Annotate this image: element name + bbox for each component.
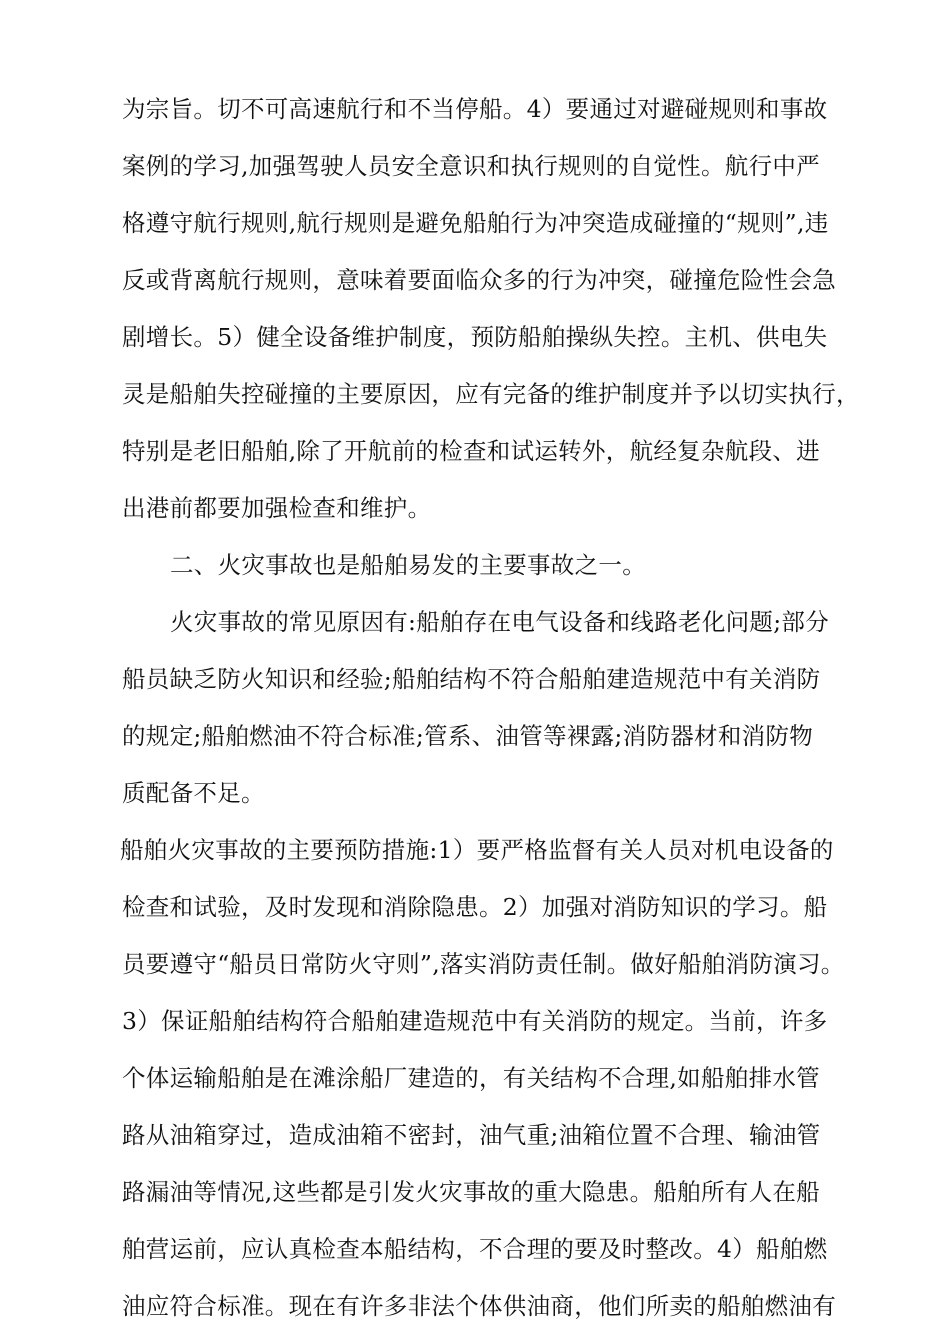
text-line: 为宗旨。切不可高速航行和不当停船。4）要通过对避碰规则和事故: [122, 95, 828, 123]
section-heading: 二、火灾事故也是船舶易发的主要事故之一。: [170, 551, 646, 579]
paragraph-first-line: 火灾事故的常见原因有:船舶存在电气设备和线路老化问题;部分: [170, 608, 830, 636]
text-line: 案例的学习,加强驾驶人员安全意识和执行规则的自觉性。航行中严: [122, 152, 820, 180]
text-line: 船员缺乏防火知识和经验;船舶结构不符合船舶建造规范中有关消防: [122, 665, 821, 693]
text-line: 员要遵守“船员日常防火守则”,落实消防责任制。做好船舶消防演习。: [122, 950, 845, 978]
text-line: 的规定;船舶燃油不符合标准;管系、油管等裸露;消防器材和消防物: [122, 722, 814, 750]
text-line: 反或背离航行规则，意味着要面临众多的行为冲突，碰撞危险性会急: [122, 266, 836, 294]
text-line: 特别是老旧船舶,除了开航前的检查和试运转外，航经复杂航段、进: [122, 437, 820, 465]
text-line: 质配备不足。: [122, 779, 265, 807]
text-line: 路漏油等情况,这些都是引发火灾事故的重大隐患。船舶所有人在船: [122, 1178, 820, 1206]
text-line: 剧增长。5）健全设备维护制度，预防船舶操纵失控。主机、供电失: [122, 323, 828, 351]
paragraph-first-line: 船舶火灾事故的主要预防措施:1）要严格监督有关人员对机电设备的: [120, 836, 834, 864]
text-line: 3）保证船舶结构符合船舶建造规范中有关消防的规定。当前，许多: [122, 1007, 828, 1035]
text-line: 油应符合标准。现在有许多非法个体供油商，他们所卖的船舶燃油有: [122, 1292, 836, 1320]
text-line: 舶营运前，应认真检查本船结构，不合理的要及时整改。4）船舶燃: [122, 1235, 828, 1263]
text-line: 格遵守航行规则,航行规则是避免船舶行为冲突造成碰撞的“规则”,违: [122, 209, 829, 237]
text-line: 灵是船舶失控碰撞的主要原因，应有完备的维护制度并予以切实执行，: [122, 380, 860, 408]
text-line: 个体运输船舶是在滩涂船厂建造的，有关结构不合理,如船舶排水管: [122, 1064, 820, 1092]
text-line: 出港前都要加强检查和维护。: [122, 494, 432, 522]
text-line: 路从油箱穿过，造成油箱不密封，油气重;油箱位置不合理、输油管: [122, 1121, 821, 1149]
text-line: 检查和试验，及时发现和消除隐患。2）加强对消防知识的学习。船: [122, 893, 828, 921]
